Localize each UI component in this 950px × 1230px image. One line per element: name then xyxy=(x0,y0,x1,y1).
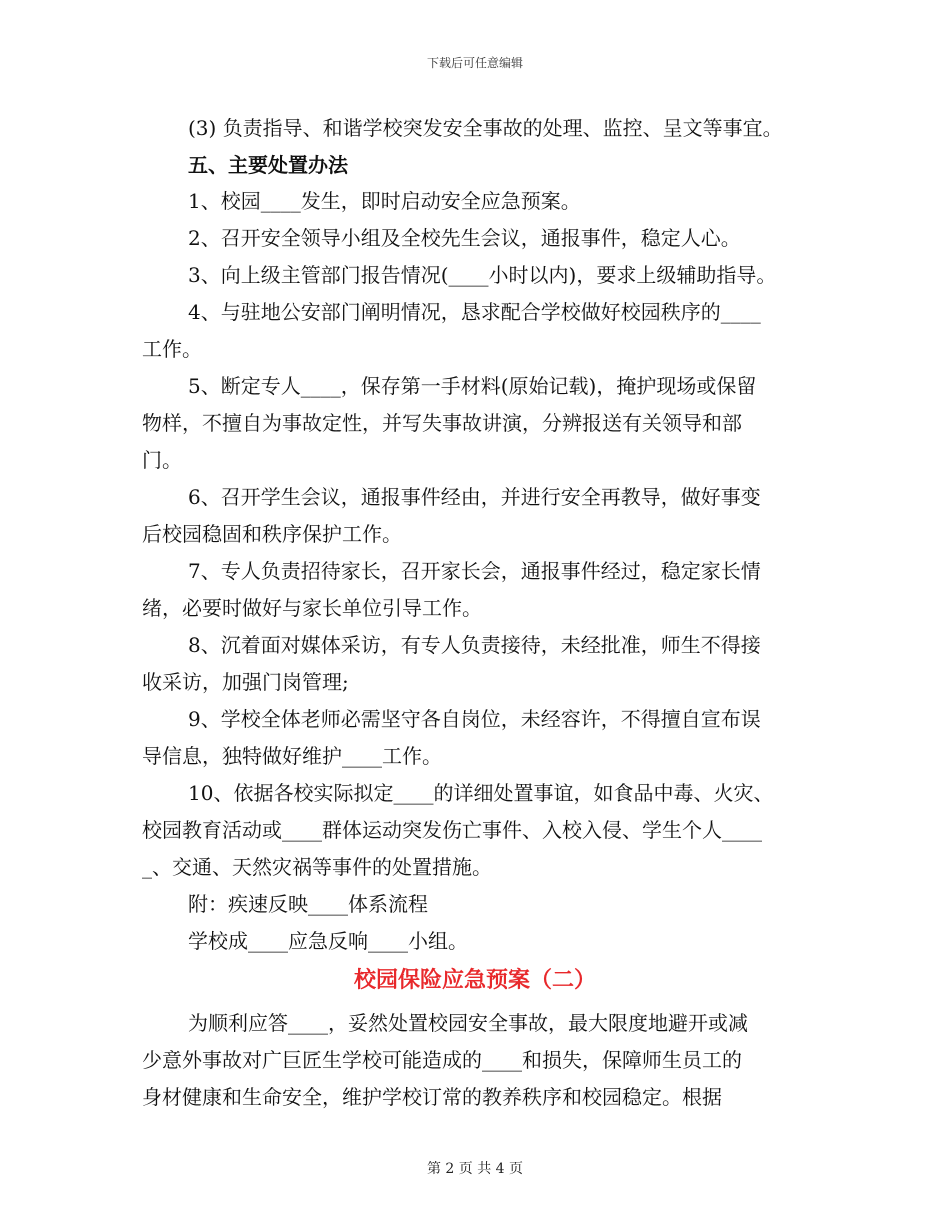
paragraph-line: 物样，不擅自为事故定性，并写失事故讲演，分辨报送有关领导和部 xyxy=(142,411,742,435)
paragraph-line: (3) 负责指导、和谐学校突发安全事故的处理、监控、呈文等事宜。 xyxy=(188,116,783,140)
paragraph-line: 3、向上级主管部门报告情况(____小时以内)，要求上级辅助指导。 xyxy=(188,263,777,287)
paragraph-line: 5、断定专人____，保存第一手材料(原始记载)，掩护现场或保留 xyxy=(188,374,757,398)
paragraph-line: 1、校园____发生，即时启动安全应急预案。 xyxy=(188,189,581,213)
paragraph-line: 身材健康和生命安全，维护学校订常的教养秩序和校园稳定。根据 xyxy=(142,1085,722,1109)
page-header-note: 下载后可任意编辑 xyxy=(426,56,523,70)
paragraph-line: 导信息，独特做好维护____工作。 xyxy=(142,744,442,768)
paragraph-line: 7、专人负责招待家长，召开家长会，通报事件经过，稳定家长情 xyxy=(188,559,761,583)
page-footer: 第 2 页 共 4 页 xyxy=(426,1161,524,1177)
paragraph-line: 2、召开安全领导小组及全校先生会议，通报事件，稳定人心。 xyxy=(188,226,741,250)
paragraph-line: 后校园稳固和秩序保护工作。 xyxy=(142,522,402,546)
paragraph-line: 校园教育活动或____群体运动突发伤亡事件、入校入侵、学生个人____ xyxy=(142,818,762,842)
paragraph-line: 10、依据各校实际拟定____的详细处置事谊，如食品中毒、火灾、 xyxy=(188,781,774,805)
paragraph-line: 门。 xyxy=(142,448,182,472)
paragraph-line: 4、与驻地公安部门阐明情况，恳求配合学校做好校园秩序的____ xyxy=(188,300,761,324)
paragraph-line: 9、学校全体老师必需坚守各自岗位，未经容许，不得擅自宣布误 xyxy=(188,707,761,731)
paragraph-line: 少意外事故对广巨匠生学校可能造成的____和损失，保障师生员工的 xyxy=(142,1048,742,1072)
paragraph-line: 工作。 xyxy=(142,337,202,361)
paragraph-line: 学校成____应急反响____小组。 xyxy=(188,929,468,953)
paragraph-line: 8、沉着面对媒体采访，有专人负责接待，未经批准，师生不得接 xyxy=(188,633,761,657)
section-title: 校园保险应急预案（二） xyxy=(353,967,596,993)
paragraph-line: _、交通、天然灾祸等事件的处置措施。 xyxy=(142,855,492,879)
paragraph-line: 6、召开学生会议，通报事件经由，并进行安全再教导，做好事变 xyxy=(188,485,761,509)
paragraph-line: 绪，必要时做好与家长单位引导工作。 xyxy=(142,596,482,620)
paragraph-line: 为顺利应答____，妥然处置校园安全事故，最大限度地避开或减 xyxy=(188,1011,748,1035)
section-heading: 五、主要处置办法 xyxy=(188,153,348,177)
paragraph-line: 附：疾速反映____体系流程 xyxy=(188,892,428,916)
paragraph-line: 收采访，加强门岗管理; xyxy=(142,670,349,694)
